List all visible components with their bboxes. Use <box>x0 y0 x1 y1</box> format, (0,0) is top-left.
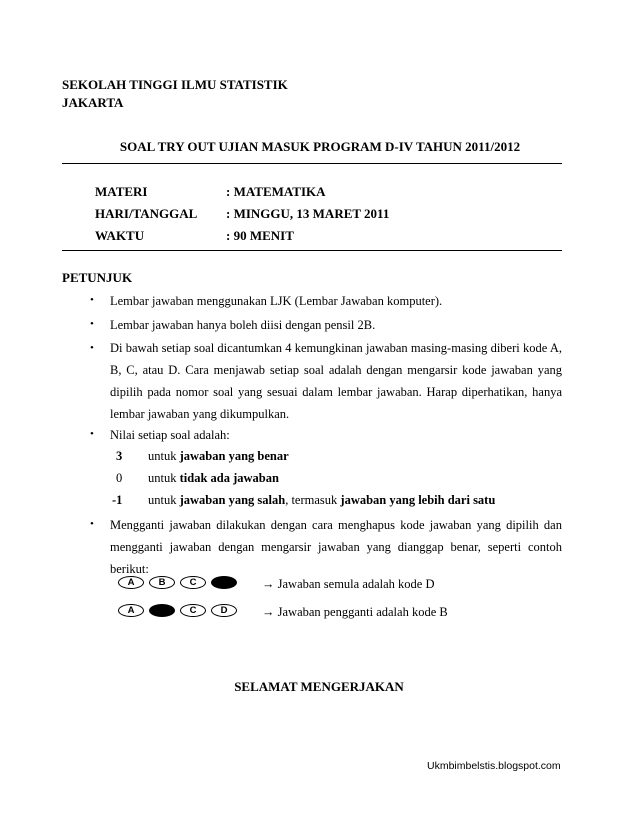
option-bubble-d-filled: D <box>211 576 237 589</box>
instruction-item-1: Lembar jawaban menggunakan LJK (Lembar Jawaban komputer). <box>110 294 443 308</box>
bullet-5: • <box>90 518 94 530</box>
answer-example-original <box>118 576 237 591</box>
instructions-heading: PETUNJUK <box>62 270 133 285</box>
info-label-date: HARI/TANGGAL <box>95 206 198 221</box>
score-value: 3 <box>116 449 123 463</box>
example-caption-replacement: → Jawaban pengganti adalah kode B <box>262 605 448 619</box>
bullet-3: • <box>90 342 94 354</box>
instruction-item-3: Di bawah setiap soal dicantumkan 4 kemungkinan jawaban masing-masing diberi kode A, B, C, atau D. Cara menjawab setiap soal adalah dengan mengarsir kode jawaban yang dipilih pada nomor soal yang sesuai dalam lembar jawaban. Harap diperhatikan, hanya lembar jawaban yang dikumpulkan. <box>110 341 562 421</box>
info-value-time: : 90 MENIT <box>226 228 294 243</box>
institution-name: SEKOLAH TINGGI ILMU STATISTIK <box>62 77 288 92</box>
score-prefix: untuk <box>148 493 180 507</box>
option-bubble-b-filled: B <box>149 604 175 617</box>
option-bubble-c: C <box>180 604 206 617</box>
info-label-time: WAKTU <box>95 228 145 243</box>
score-prefix: untuk <box>148 449 180 463</box>
info-label-materi: MATERI <box>95 184 148 199</box>
bullet-2: • <box>90 318 94 330</box>
option-bubble-b: B <box>149 576 175 589</box>
score-value: -1 <box>112 493 123 507</box>
closing-text: SELAMAT MENGERJAKAN <box>234 679 404 694</box>
score-bold: jawaban yang benar <box>179 449 289 463</box>
score-description <box>148 449 289 464</box>
example-caption-original: → Jawaban semula adalah kode D <box>262 577 435 591</box>
score-bold-2: jawaban yang lebih dari satu <box>340 493 496 507</box>
option-bubble-c: C <box>180 576 206 589</box>
score-bold: tidak ada jawaban <box>179 471 279 485</box>
score-prefix: untuk <box>148 471 180 485</box>
info-value-date: : MINGGU, 13 MARET 2011 <box>226 206 390 221</box>
bullet-1: • <box>90 294 94 306</box>
option-bubble-d: D <box>211 604 237 617</box>
score-description <box>148 493 495 508</box>
score-description <box>148 471 279 486</box>
score-bold: jawaban yang salah <box>179 493 286 507</box>
answer-example-replacement <box>118 604 237 619</box>
exam-title: SOAL TRY OUT UJIAN MASUK PROGRAM D-IV TAHUN 2011/2012 <box>119 139 521 154</box>
footer-source-link: Ukmbimbelstis.blogspot.com <box>427 760 561 772</box>
score-middle: , termasuk <box>285 493 341 507</box>
instruction-item-4: Nilai setiap soal adalah: <box>110 428 230 442</box>
bullet-4: • <box>90 428 94 440</box>
info-value-materi: : MATEMATIKA <box>226 184 326 199</box>
score-value: 0 <box>116 471 123 485</box>
instruction-item-5: Mengganti jawaban dilakukan dengan cara menghapus kode jawaban yang dipilih dan mengganti jawaban dengan mengarsir jawaban yang dianggap benar, seperti contoh berikut: <box>110 518 562 576</box>
option-bubble-a: A <box>118 576 144 589</box>
info-divider <box>62 250 562 251</box>
header-divider <box>62 163 562 164</box>
institution-city: JAKARTA <box>62 95 124 110</box>
option-bubble-a: A <box>118 604 144 617</box>
instruction-item-2: Lembar jawaban hanya boleh diisi dengan pensil 2B. <box>110 318 376 332</box>
